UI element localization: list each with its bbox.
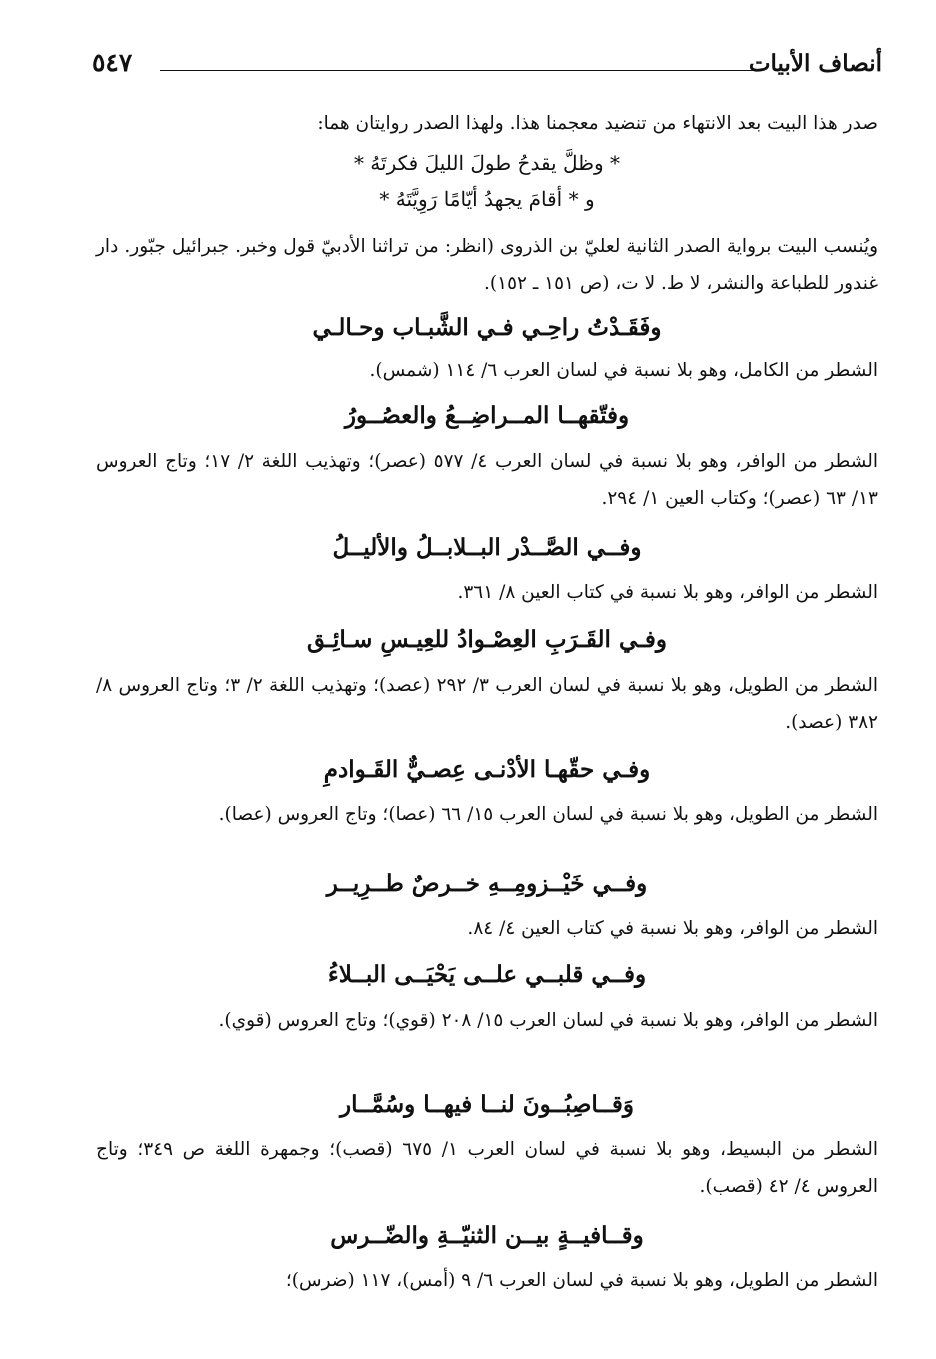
verse-4: وفـي القَـرَبِ العِصْـوادُ للعِيـسِ سـائِـق	[307, 626, 667, 653]
page-number: ٥٤٧	[92, 48, 133, 77]
verse-1-note: الشطر من الكامل، وهو بلا نسبة في لسان العرب ٦/ ١١٤ (شمس).	[369, 360, 878, 381]
verse-7: وفــي قلبــي علــى يَحْيَــى البــلاءُ	[327, 961, 647, 988]
verse-3: وفــي الصَّــدْر البــلابــلُ والأليــلُ	[332, 534, 642, 561]
verse-5: وفـي حقّهـا الأدْنـى عِصـيٌّ القَـوادمِ	[323, 756, 651, 783]
verse-9: وقــافيــةٍ بيــن الثنيّــةِ والضّــرس	[330, 1222, 644, 1249]
verse-2-note: الشطر من الوافر، وهو بلا نسبة في لسان العرب ٤/ ٥٧٧ (عصر)؛ وتهذيب اللغة ٢/ ١٧؛ وتاج العروس ١٣/ ٦٣ (عصر)؛ وكتاب العين ١/ ٢٩٤.	[96, 451, 878, 509]
verse-4-note: الشطر من الطويل، وهو بلا نسبة في لسان العرب ٣/ ٢٩٢ (عصد)؛ وتهذيب اللغة ٢/ ٣؛ وتاج العروس ٨/ ٣٨٢ (عصد).	[96, 675, 878, 733]
quoted-hemistich-1: * وظلَّ يقدحُ طولَ الليلَ فكرتَهُ *	[353, 151, 621, 175]
verse-1: وفَقَـدْتُ راحِـي فـي الشَّبـاب وحـالـي	[312, 314, 662, 341]
verse-7-note: الشطر من الوافر، وهو بلا نسبة في لسان العرب ١٥/ ٢٠٨ (قوي)؛ وتاج العروس (قوي).	[218, 1010, 878, 1031]
running-header	[92, 44, 882, 84]
intro-line: صدر هذا البيت بعد الانتهاء من تنضيد معجمنا هذا. ولهذا الصدر روايتان هما:	[317, 113, 878, 134]
verse-2: وفتّقهــا المــراضِــعُ والعصُــورُ	[344, 402, 630, 429]
verse-8: وَقــاصِبُــونَ لنــا فيهــا وسُمَّــار	[339, 1091, 635, 1118]
verse-9-note: الشطر من الطويل، وهو بلا نسبة في لسان العرب ٦/ ٩ (أمس)، ١١٧ (ضرس)؛	[285, 1270, 878, 1291]
verse-6-note: الشطر من الوافر، وهو بلا نسبة في كتاب العين ٤/ ٨٤.	[467, 918, 878, 939]
verse-5-note: الشطر من الطويل، وهو بلا نسبة في لسان العرب ١٥/ ٦٦ (عصا)؛ وتاج العروس (عصا).	[218, 804, 878, 825]
header-rule	[160, 70, 760, 71]
verse-3-note: الشطر من الوافر، وهو بلا نسبة في كتاب العين ٨/ ٣٦١.	[457, 582, 878, 603]
header-title: أنصاف الأبيات	[748, 50, 882, 77]
intro-paragraph: ويُنسب البيت برواية الصدر الثانية لعليّ بن الذروى (انظر: من تراثنا الأدبيّ قول وخبر. جبرائيل جبّور. دار غندور للطباعة والنشر، لا ط. لا ت، (ص ١٥١ ـ ١٥٢).	[96, 236, 878, 294]
verse-6: وفــي خَيْــزومِــهِ خــرصٌ طــرِيــر	[326, 870, 648, 897]
verse-8-note: الشطر من البسيط، وهو بلا نسبة في لسان العرب ١/ ٦٧٥ (قصب)؛ وجمهرة اللغة ص ٣٤٩؛ وتاج العروس ٤/ ٤٢ (قصب).	[96, 1139, 878, 1197]
quoted-hemistich-2: و * أقامَ يجهدُ أيّامًا رَوِيَّتَهُ *	[379, 187, 595, 211]
